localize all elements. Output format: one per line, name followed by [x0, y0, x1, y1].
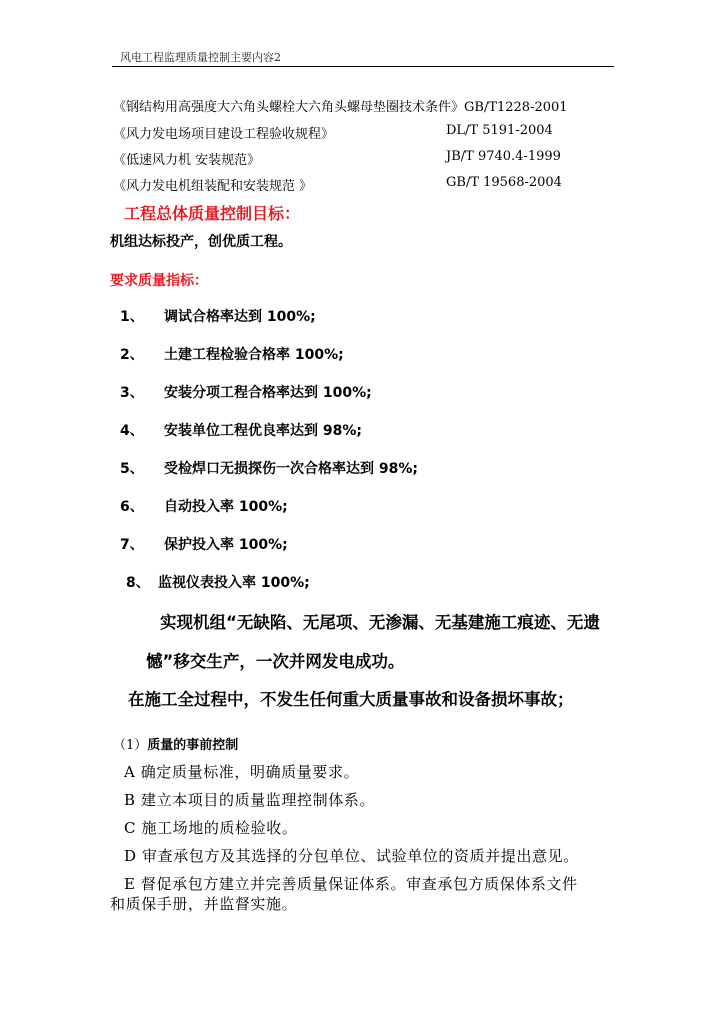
- standard-code: GB/T 19568-2004: [446, 175, 562, 190]
- standard-item-2: [113, 123, 553, 142]
- indicator-number: 5、: [120, 461, 144, 477]
- indicator-text: 自动投入率 100%;: [164, 499, 288, 515]
- indicator-text: 土建工程检验合格率 100%;: [164, 347, 344, 363]
- indicator-number: 3、: [120, 385, 144, 401]
- standard-code: JB/T 9740.4-1999: [446, 149, 561, 164]
- page-header-title: 风电工程监理质量控制主要内容2: [120, 51, 281, 64]
- indicator-item: [120, 344, 344, 364]
- indicator-item: [120, 458, 418, 478]
- indicator-item: [120, 496, 288, 516]
- standard-item-4: [113, 175, 562, 194]
- indicator-number: 7、: [120, 537, 144, 553]
- indicator-item: [120, 420, 362, 440]
- indicator-number: 4、: [120, 423, 144, 439]
- header-divider: [112, 66, 614, 67]
- standard-item-3: [113, 149, 561, 168]
- indicator-number: 1、: [120, 309, 144, 325]
- indicators-heading: 要求质量指标：: [110, 273, 208, 289]
- indicator-item: [120, 306, 316, 326]
- indicator-number: 8、: [126, 575, 150, 591]
- goal-text: 机组达标投产，创优质工程。: [110, 234, 292, 250]
- indicator-text: 安装单位工程优良率达到 98%;: [164, 423, 362, 439]
- control-step-c: C 施工场地的质检验收。: [124, 819, 298, 837]
- indicator-text: 保护投入率 100%;: [164, 537, 288, 553]
- section-heading: [113, 734, 238, 753]
- indicator-item: [120, 382, 372, 402]
- control-step-b: B 建立本项目的质量监理控制体系。: [124, 791, 375, 809]
- section-title: 质量的事前控制: [147, 738, 239, 753]
- indicator-number: 2、: [120, 347, 144, 363]
- indicator-item: [120, 534, 288, 554]
- no-accident-statement: 在施工全过程中，不发生任何重大质量事故和设备损坏事故；: [128, 690, 574, 709]
- standard-name: 《钢结构用高强度大六角头螺栓大六角头螺母垫圈技术条件》GB/T1228-2001: [113, 100, 568, 115]
- standard-name: 《风力发电机组装配和安装规范 》: [113, 179, 313, 194]
- indicator-text: 受检焊口无损探伤一次合格率达到 98%;: [164, 461, 418, 477]
- control-step-a: A 确定质量标准，明确质量要求。: [124, 763, 360, 781]
- indicator-item: [126, 572, 310, 592]
- control-step-e: E 督促承包方建立并完善质量保证体系。审查承包方质保体系文件: [124, 875, 578, 893]
- standard-code: DL/T 5191-2004: [446, 123, 553, 138]
- indicator-text: 调试合格率达到 100%;: [164, 309, 316, 325]
- control-step-d: D 审查承包方及其选择的分包单位、试验单位的资质并提出意见。: [124, 847, 579, 865]
- standard-item-1: [113, 96, 568, 115]
- section-prefix: （1）: [113, 738, 148, 753]
- indicator-text: 监视仪表投入率 100%;: [158, 575, 310, 591]
- control-step-e-continued: 和质保手册，并监督实施。: [110, 895, 298, 913]
- indicator-text: 安装分项工程合格率达到 100%;: [164, 385, 372, 401]
- goal-heading: 工程总体质量控制目标：: [124, 204, 301, 223]
- standard-name: 《风力发电场项目建设工程验收规程》: [113, 127, 335, 142]
- achieve-statement-line-2: 憾”移交生产，一次并网发电成功。: [146, 652, 405, 671]
- indicator-number: 6、: [120, 499, 144, 515]
- standard-name: 《低速风力机 安装规范》: [113, 153, 261, 168]
- achieve-statement-line-1: 实现机组“无缺陷、无尾项、无渗漏、无基建施工痕迹、无遗: [160, 613, 600, 632]
